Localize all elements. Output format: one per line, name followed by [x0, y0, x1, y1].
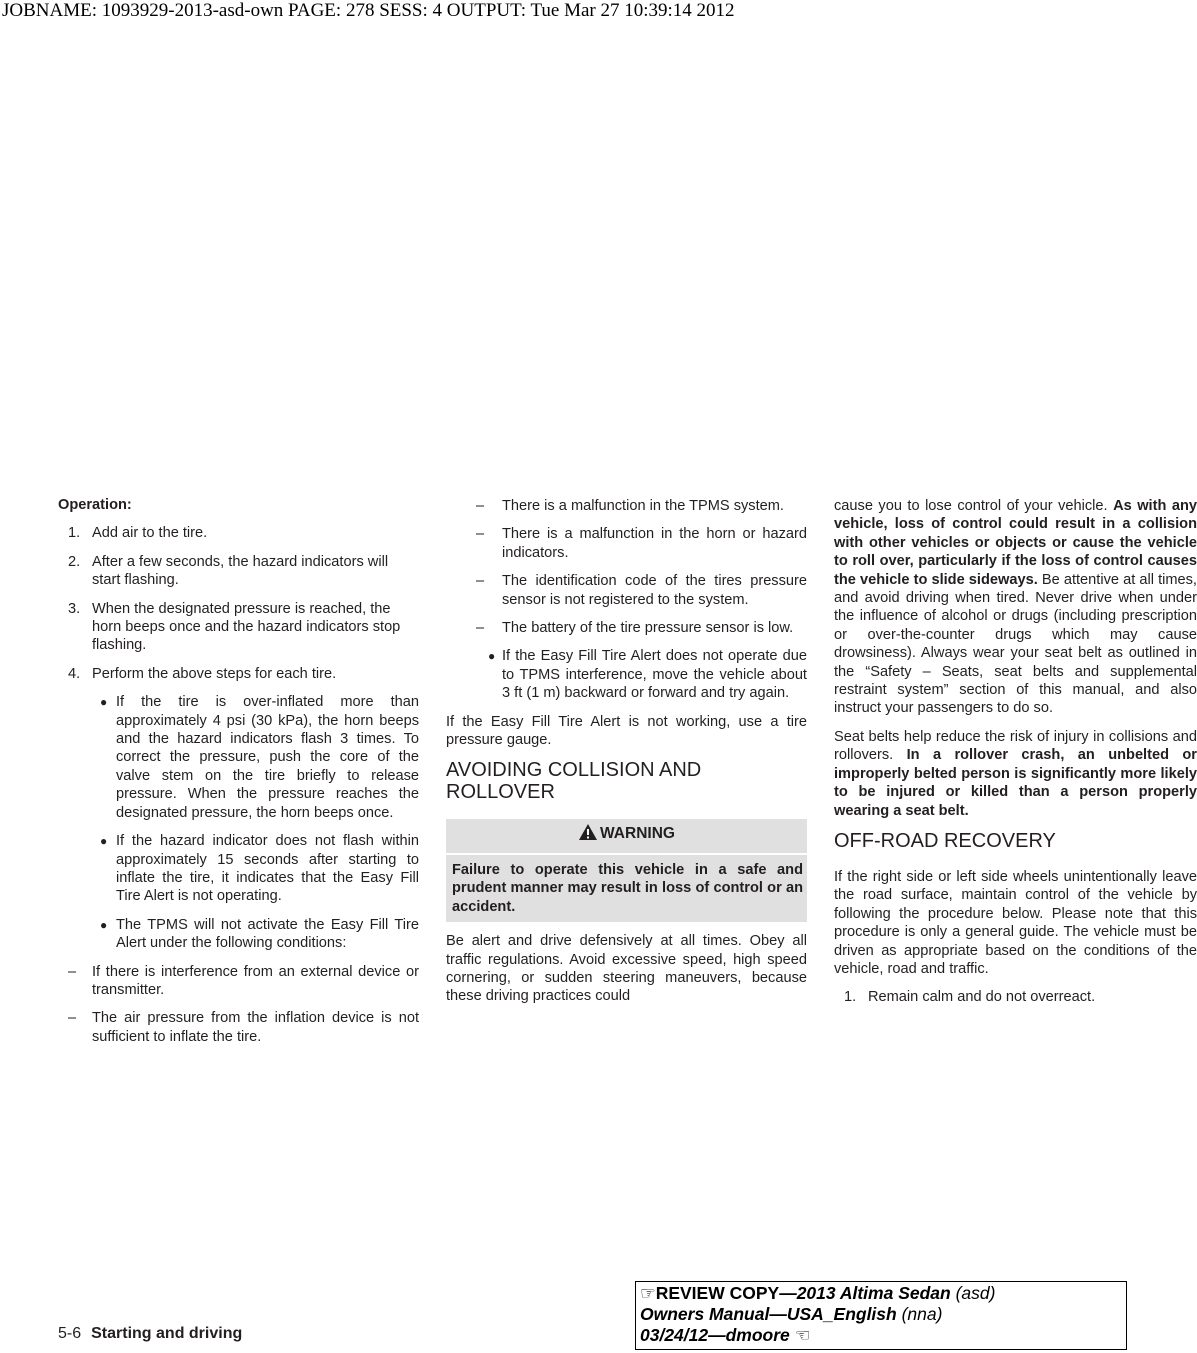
section-name: Starting and driving	[91, 1325, 243, 1342]
column-3	[834, 497, 1197, 1017]
paragraph: If the Easy Fill Tire Alert is not working, use a tire pressure gauge.	[446, 713, 807, 749]
section-title: OFF-ROAD RECOVERY	[834, 829, 1056, 852]
warning-text: Failure to operate this vehicle in a safe and prudent manner may result in loss of control or an accident.	[446, 853, 807, 922]
dash-item: – There is a malfunction in the TPMS system.	[476, 498, 784, 514]
warning-box	[446, 819, 807, 922]
step-item: 1. Remain calm and do not overreact.	[844, 989, 1096, 1006]
pointing-hand-left-icon: ☜	[789, 1325, 811, 1345]
review-line-1: ☞REVIEW COPY—2013 Altima Sedan (asd)	[640, 1283, 996, 1303]
section-title: AVOIDING COLLISION AND ROLLOVER	[446, 759, 702, 804]
bullet-icon: ●	[100, 834, 108, 849]
step-item: 3. When the designated pressure is reached, the horn beeps once and the hazard indicators stop flashing.	[68, 600, 401, 654]
paragraph: Seat belts help reduce the risk of injury in collisions and rollovers. In a rollover crash, an unbelted or improperly belted person is significantly more likely to be injured or killed than a person properly wearing a seat belt.	[834, 728, 1197, 819]
bullet-item: ● If the hazard indicator does not flash within approximately 15 seconds after starting to inflate the tire, it indicates that the Easy Fill Tire Alert is not operating.	[100, 833, 419, 905]
review-copy-box	[635, 1281, 1127, 1350]
paragraph: Be alert and drive defensively at all times. Obey all traffic regulations. Avoid excessive speed, high speed cornering, or sudden steering maneuvers, because these driving practices could	[446, 933, 807, 1005]
bullet-item: ● The TPMS will not activate the Easy Fill Tire Alert under the following conditions:	[100, 916, 419, 952]
job-header: JOBNAME: 1093929-2013-asd-own PAGE: 278 SESS: 4 OUTPUT: Tue Mar 27 10:39:14 2012	[2, 0, 735, 21]
column-2	[446, 497, 807, 1016]
dash-item: – There is a malfunction in the horn or hazard indicators.	[476, 526, 807, 561]
dash-item: – If there is interference from an external device or transmitter.	[68, 963, 419, 998]
pointing-hand-icon: ☞	[640, 1283, 656, 1303]
dash-item: – The identification code of the tires pressure sensor is not registered to the system.	[476, 573, 807, 608]
bullet-icon: ●	[100, 695, 108, 710]
bullet-icon: ●	[488, 649, 496, 664]
bullet-item: ● If the tire is over-inflated more than approximately 4 psi (30 kPa), the horn beeps and the hazard indicators flash 3 times. To correct the pressure, push the core of the valve stem on the tire briefly to release pressure. When the pressure reaches the designated pressure, the horn beeps once.	[100, 694, 419, 821]
step-item: 1. Add air to the tire.	[68, 525, 208, 542]
step-item: 4. Perform the above steps for each tire.	[68, 665, 337, 682]
bullet-item: ● If the Easy Fill Tire Alert does not operate due to TPMS interference, move the vehicle about 3 ft (1 m) backward or forward and try again.	[488, 648, 807, 702]
warning-header	[446, 819, 807, 852]
review-line-3: 03/24/12—dmoore ☜	[640, 1325, 811, 1345]
bullet-icon: ●	[100, 917, 108, 932]
review-line-2: Owners Manual—USA_English (nna)	[640, 1304, 943, 1324]
operation-subhead: Operation:	[58, 497, 132, 513]
step-item: 2. After a few seconds, the hazard indicators will start flashing.	[68, 553, 389, 589]
warning-icon	[578, 823, 598, 846]
warning-label: WARNING	[600, 825, 675, 843]
page-number: 5-6	[58, 1325, 82, 1342]
paragraph: cause you to lose control of your vehicle. As with any vehicle, loss of control could result in a collision with other vehicles or objects or cause the vehicle to roll over, particularly if the loss of control causes the vehicle to slide sideways. Be attentive at all times, and avoid driving when tired. Never drive when under the influence of alcohol or drugs (including prescription or over-the-counter drugs which may cause drowsiness). Always wear your seat belt as outlined in the “Safety – Seats, seat belts and supplemental restraint system” section of this manual, and also instruct your passengers to do so.	[834, 498, 1197, 717]
column-1	[58, 496, 419, 1056]
dash-item: – The air pressure from the inflation device is not sufficient to inflate the tire.	[68, 1010, 419, 1045]
paragraph: If the right side or left side wheels unintentionally leave the road surface, maintain control of the vehicle by following the procedure below. Please note that this procedure is only a general guide. The vehicle must be driven as appropriate based on the conditions of the vehicle, road and traffic.	[834, 868, 1197, 977]
dash-item: – The battery of the tire pressure sensor is low.	[476, 620, 794, 637]
page-footer	[58, 1325, 242, 1343]
